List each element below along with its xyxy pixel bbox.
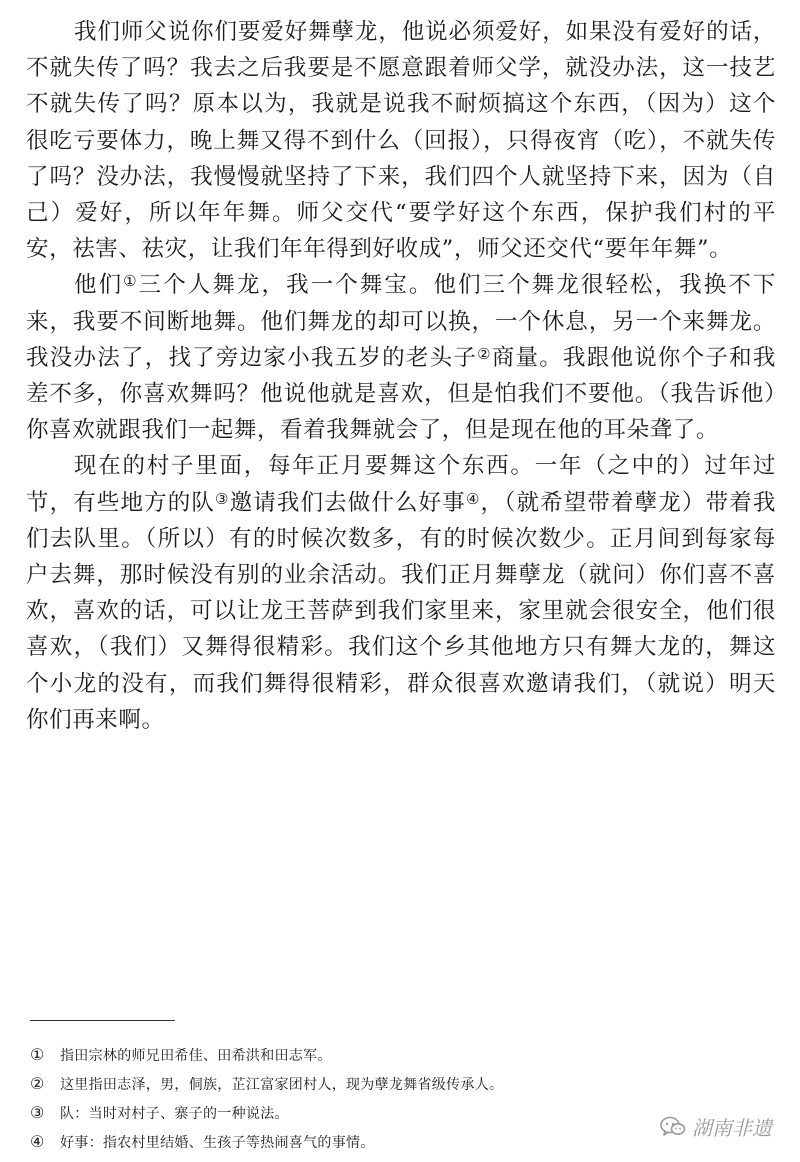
paragraph — [26, 14, 776, 267]
footnote — [30, 1098, 770, 1127]
footnote-ref: ② — [477, 344, 492, 363]
paragraph-text: 我们师父说你们要爱好舞孽龙，他说必须爱好，如果没有爱好的话，不就失传了吗？我去之后我要是不愿意跟着师父学，就没办法，这一技艺不就失传了吗？原本以为，我就是说我不耐烦搞这个东西，（因为）这个很吃亏要体力，晚上舞又得不到什么（回报），只得夜宵（吃），不就失传了吗？没办法，我慢慢就坚持了下来，我们四个人就坚持下来，因为（自己）爱好，所以年年舞。师父交代“要学好这个东西，保护我们村的平安，祛害、祛灾，让我们年年得到好收成”，师父还交代“要年年舞”。 — [26, 19, 776, 263]
footnote-mark: ③ — [30, 1103, 45, 1122]
footnote-text: 指田宗林的师兄田希佳、田希洪和田志军。 — [60, 1048, 332, 1064]
footnote — [30, 1040, 770, 1069]
footnote-ref: ④ — [465, 489, 481, 508]
paragraph-text: 现在的村子里面，每年正月要舞这个东西。一年（之中的）过年过节，有些地方的队 — [26, 453, 776, 516]
footnote-text: 好事：指农村里结婚、生孩子等热闹喜气的事情。 — [60, 1135, 375, 1151]
footnote-mark: ④ — [30, 1132, 45, 1151]
footnote-mark: ② — [30, 1074, 45, 1093]
paragraph-text: 三个人舞龙，我一个舞宝。他们三个舞龙很轻松，我换不下来，我要不间断地舞。他们舞龙的却可以换，一个休息，另一个来舞龙。我没办法了，找了旁边家小我五岁的老头子 — [26, 272, 776, 371]
paragraph-text: ，（就希望带着孽龙）带着我们去队里。（所以）有的时候次数多，有的时候次数少。正月间到每家每户去舞，那时候没有别的业余活动。我们正月舞孽龙（就问）你们喜不喜欢，喜欢的话，可以让龙王菩萨到我们家里来，家里就会很安全，他们很喜欢，（我们）又舞得很精彩。我们这个乡其他地方只有舞大龙的，舞这个小龙的没有，而我们舞得很精彩，群众很喜欢邀请我们，（就说）明天你们再来啊。 — [26, 489, 776, 733]
footnote-text: 这里指田志泽，男，侗族，芷江富家团村人，现为孽龙舞省级传承人。 — [60, 1077, 504, 1093]
paragraph-text: 他们 — [74, 272, 124, 299]
watermark-text: 湖南非遗 — [692, 1116, 772, 1140]
body-text — [26, 14, 776, 738]
paragraph-text: 邀请我们去做什么好事 — [229, 489, 466, 516]
footnote — [30, 1127, 770, 1156]
footnotes — [30, 1040, 770, 1156]
footnote-ref: ③ — [215, 489, 230, 508]
watermark — [660, 1112, 772, 1141]
wechat-icon — [660, 1116, 686, 1138]
paragraph — [26, 448, 776, 738]
paragraph-text: 商量。我跟他说你个子和我差不多，你喜欢舞吗？他说他就是喜欢，但是怕我们不要他。（我告诉他）你喜欢就跟我们一起舞，看着我舞就会了，但是现在他的耳朵聋了。 — [26, 344, 776, 444]
footnote-ref: ① — [123, 272, 139, 291]
paragraph — [26, 267, 776, 448]
footnote-mark: ① — [30, 1045, 45, 1064]
footnote — [30, 1069, 770, 1098]
footnote-divider — [30, 1020, 175, 1021]
footnote-text: 队：当时对村子、寨子的一种说法。 — [60, 1106, 289, 1122]
